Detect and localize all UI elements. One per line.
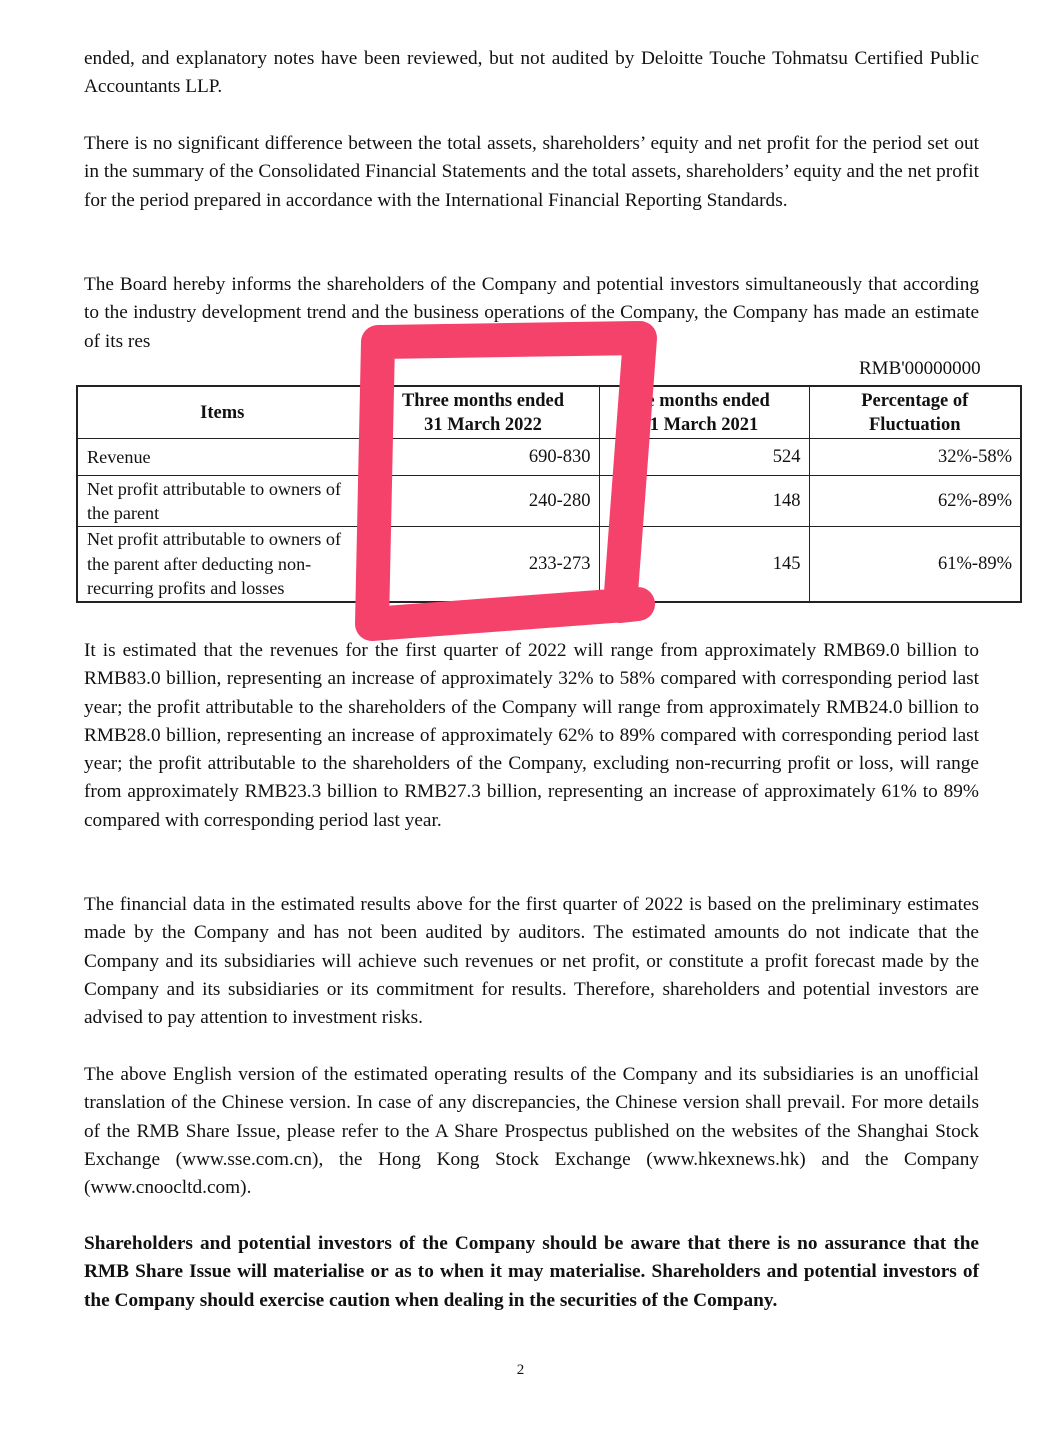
paragraph-preliminary-data: The financial data in the estimated results above for the first quarter of 2022 is based on the preliminary estimates made by the Company and has not been audited by auditors. The estimated amounts do not indicate that the Company and its subsidiaries will achieve such revenues or net profit, or constitute a profit forecast made by the Company and its subsidiaries or its commitment for results. Therefore, shareholders and potential investors are advised to pay attention to investment risks. — [84, 894, 979, 1029]
row-value-2022: 233-273 — [367, 527, 599, 603]
table-row — [77, 476, 1021, 527]
row-item-label: Net profit attributable to owners of the parent after deducting non-recurring profits and losses — [77, 527, 367, 603]
header-q2021 — [599, 386, 809, 439]
header-percentage — [809, 386, 1021, 439]
row-value-pct: 61%-89% — [809, 527, 1021, 603]
header-q2022 — [367, 386, 599, 439]
row-item-label: Net profit attributable to owners of the parent — [77, 476, 367, 527]
paragraph-audit-note: ended, and explanatory notes have been reviewed, but not audited by Deloitte Touche Tohmatsu Certified Public Accountants LLP. — [84, 48, 979, 98]
table-row — [77, 527, 1021, 603]
row-value-2021: 148 — [599, 476, 809, 527]
row-value-2022: 690-830 — [367, 439, 599, 476]
header-q2022-line1: Three months ended — [401, 390, 565, 411]
row-item-label: Revenue — [77, 439, 367, 476]
row-value-pct: 32%-58% — [809, 439, 1021, 476]
estimated-results-table — [76, 385, 1022, 603]
paragraph-caution-warning: Shareholders and potential investors of the Company should be aware that there is no assurance that the RMB Share Issue will materialise or as to when it may materialise. Shareholders and potential investors of the Company should exercise caution when dealing in the securities of the Company. — [84, 1233, 979, 1311]
header-pct-line2: Fluctuation — [869, 414, 961, 435]
row-value-2021: 524 — [599, 439, 809, 476]
paragraph-translation-note: The above English version of the estimated operating results of the Company and its subsidiaries is an unofficial translation of the Chinese version. In case of any discrepancies, the Chinese version shall prevail. For more details of the RMB Share Issue, please refer to the A Share Prospectus published on the websites of the Shanghai Stock Exchange (www.sse.com.cn), the Hong Kong Stock Exchange (www.hkexnews.hk) and the Company (www.cnoocltd.com). — [84, 1064, 979, 1199]
paragraph-board-estimate: The Board hereby informs the shareholders of the Company and potential investors simultaneously that according to the industry development trend and the business operations of the Company, the Company has made an estimate of its res — [84, 274, 979, 352]
table-unit: RMB'00000000 — [859, 358, 981, 379]
page-number: 2 — [516, 1362, 525, 1378]
header-pct-line1: Percentage of — [861, 390, 969, 411]
paragraph-revenue-estimate: It is estimated that the revenues for the first quarter of 2022 will range from approximately RMB69.0 billion to RMB83.0 billion, representing an increase of approximately 32% to 58% compared with corresponding period last year; the profit attributable to the shareholders of the Company will range from approximately RMB24.0 billion to RMB28.0 billion, representing an increase of approximately 62% to 89% compared with corresponding period last year; the profit attributable to the shareholders of the Company, excluding non-recurring profit or loss, will range from approximately RMB23.3 billion to RMB27.3 billion, representing an increase of approximately 61% to 89% compared with corresponding period last year. — [84, 640, 979, 831]
header-items: Items — [77, 386, 367, 439]
row-value-2021: 145 — [599, 527, 809, 603]
header-q2021-line1: ee months ended — [638, 390, 770, 411]
paragraph-ifrs-difference: There is no significant difference between the total assets, shareholders’ equity and net profit for the period set out in the summary of the Consolidated Financial Statements and the total assets, shareholders’ equity and the net profit for the period prepared in accordance with the International Financial Reporting Standards. — [84, 133, 979, 211]
row-value-pct: 62%-89% — [809, 476, 1021, 527]
table-row — [77, 439, 1021, 476]
row-value-2022: 240-280 — [367, 476, 599, 527]
header-q2021-line2: 1 March 2021 — [649, 414, 759, 435]
header-q2022-line2: 31 March 2022 — [424, 414, 542, 435]
table-header-row — [77, 386, 1021, 439]
